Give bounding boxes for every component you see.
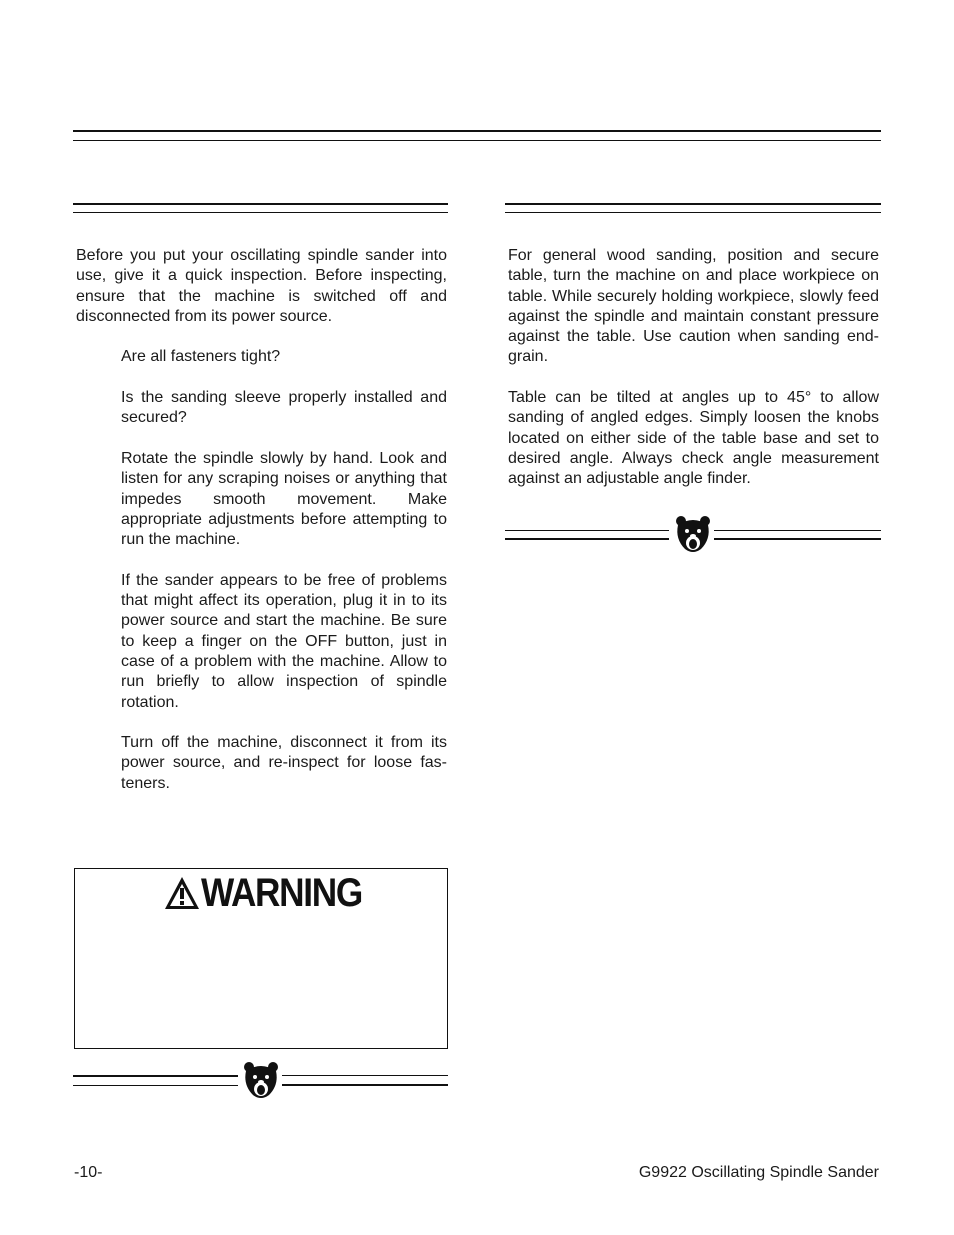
right-paragraph: For general wood sanding, position and secure table, turn the machine on and place workpiece on table. While securely holding workpiece, slowly feed against the spindle and maintain constant pressure against the table. Use caution when sanding end-grain. (508, 247, 879, 366)
right-section-rule-bottom (505, 212, 881, 213)
page-number: -10- (74, 1164, 103, 1181)
right-divider-line-right-bottom (714, 538, 881, 540)
right-column (508, 246, 879, 510)
bear-head-icon (242, 1061, 280, 1101)
warning-triangle-icon (163, 875, 201, 911)
right-divider-line-top (505, 530, 669, 531)
right-divider-line-bottom (505, 538, 669, 540)
left-divider-line-top (73, 1075, 238, 1077)
left-section-rule-bottom (73, 212, 448, 213)
checklist-item: Rotate the spindle slowly by hand. Look and listen for any scraping noises or anything that impedes smooth movement. Make appropriate adjustments before attempting to run the machine. (121, 449, 447, 549)
left-divider-line-bottom (73, 1085, 238, 1086)
right-paragraph: Table can be tilted at angles up to 45° to allow sanding of angled edges. Simply loosen the knobs located on either side of the table base and set to desired angle. Always check angle measurement against an adjustable angle finder. (508, 389, 879, 488)
intro-paragraph: Before you put your oscillating spindle sander into use, give it a quick inspection. Before inspecting, ensure that the machine is switched off and disconnected from its power source. (76, 247, 447, 325)
warning-title (163, 871, 384, 915)
checklist-item: Is the sanding sleeve properly installed and secured? (121, 389, 447, 427)
warning-box (74, 868, 448, 1049)
header-rule-bottom (73, 140, 881, 141)
checklist-item: If the sander appears to be free of problems that might affect its operation, plug it in to its power source and start the machine. Be sure to keep a finger on the OFF button, just in case of a problem with the machine. Allow to run briefly to allow inspection of spindle rotation. (121, 571, 447, 711)
left-divider-line-right-top (282, 1075, 448, 1076)
right-divider-line-right-top (714, 530, 881, 531)
warning-label: WARNING (201, 871, 362, 915)
bear-head-icon (674, 515, 712, 555)
checklist-item: Are all fasteners tight? (121, 348, 281, 366)
product-title: G9922 Oscillating Spindle Sander (638, 1164, 879, 1181)
right-section-rule-top (505, 203, 881, 205)
left-column (76, 246, 447, 814)
checklist-item: Turn off the machine, disconnect it from its power source, and re-inspect for loose fasteners. (121, 734, 447, 792)
left-section-rule-top (73, 203, 448, 205)
header-rule-top (73, 130, 881, 132)
left-divider-line-right-bottom (282, 1084, 448, 1086)
